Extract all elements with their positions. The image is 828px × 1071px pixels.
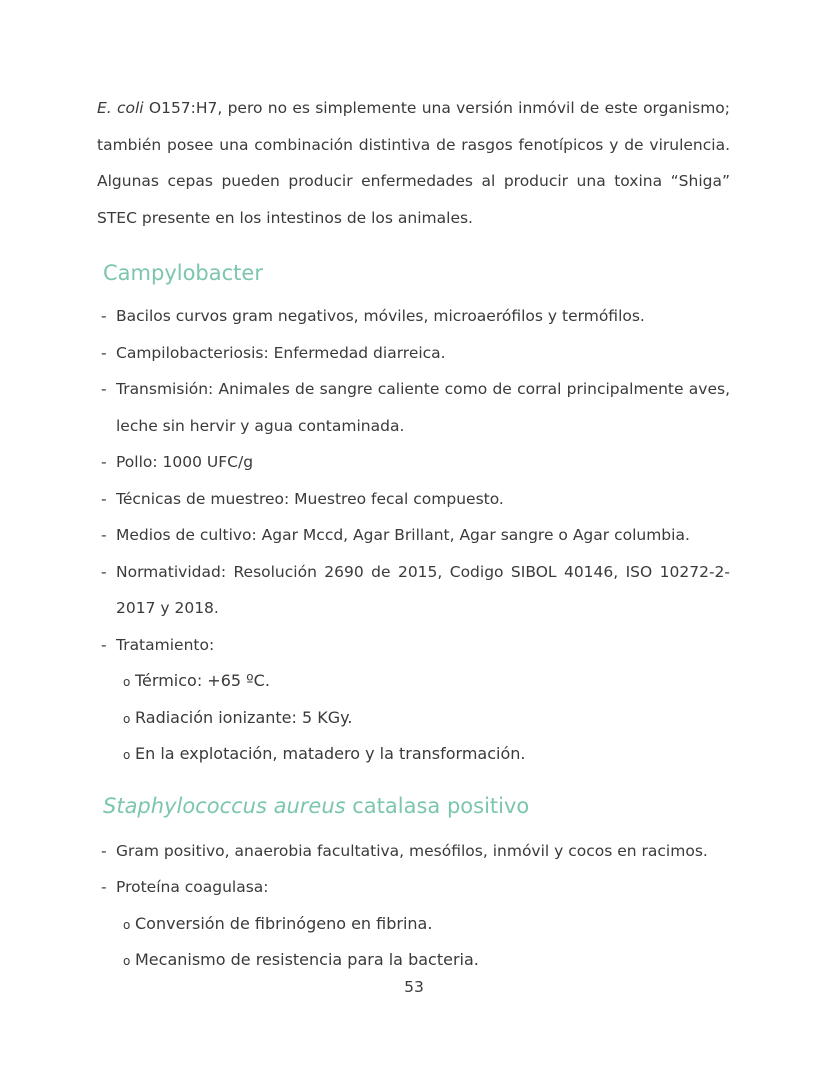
list-item [97,298,730,335]
section-heading-staphylococcus [97,786,730,826]
list-item-text: Pollo: 1000 UFC/g [116,453,254,471]
dash-bullet: - [101,635,107,654]
list-item [97,444,730,481]
intro-paragraph [97,90,730,236]
list-item [97,481,730,518]
list-item [97,869,730,906]
intro-organism-name: E. coli [97,99,144,117]
sub-list-item [97,736,730,773]
list-item [97,517,730,554]
list-item [97,554,730,627]
sub-list-item-text: Térmico: +65 ºC. [135,671,270,690]
circle-bullet: o [123,917,131,932]
list-item [97,627,730,664]
sub-list-item [97,663,730,700]
treatment-sublist [97,663,730,773]
list-item-text: Normatividad: Resolución 2690 de 2015, Codigo SIBOL 40146, ISO 10272-2-2017 y 2018. [116,562,730,617]
section-heading-rest: catalasa positivo [345,793,530,818]
list-item-text: Transmisión: Animales de sangre caliente como de corral principalmente aves, leche sin hervir y agua contaminada. [116,380,730,435]
section-heading-italic: Staphylococcus aureus [103,793,346,818]
dash-bullet: - [101,307,107,325]
list-item-text: Proteína coagulasa: [116,878,269,896]
list-item-text: Gram positivo, anaerobia facultativa, mesófilos, inmóvil y cocos en racimos. [116,841,708,860]
dash-bullet: - [101,878,107,896]
list-item-text: Medios de cultivo: Agar Mccd, Agar Brillant, Agar sangre o Agar columbia. [116,526,690,544]
list-item [97,371,730,444]
sub-list-item-text: Radiación ionizante: 5 KGy. [135,707,353,727]
document-page [97,90,730,979]
staphylococcus-list [97,833,730,906]
dash-bullet: - [101,380,107,398]
dash-bullet: - [101,489,107,508]
sub-list-item-text: Conversión de fibrinógeno en fibrina. [135,913,433,933]
list-item [97,335,730,372]
coagulase-sublist [97,906,730,979]
list-item-text: Campilobacteriosis: Enfermedad diarreica. [116,343,446,362]
circle-bullet: o [123,711,131,726]
sub-list-item-text: En la explotación, matadero y la transformación. [135,744,526,763]
list-item [97,833,730,870]
list-item-text: Tratamiento: [116,635,215,654]
intro-text: O157:H7, pero no es simplemente una versión inmóvil de este organismo; también posee una combinación distintiva de rasgos fenotípicos y de virulencia. Algunas cepas pueden producir enfermedades al producir una toxina “Shiga” STEC presente en los intestinos de los animales. [97,99,730,227]
page-number: 53 [404,978,424,996]
campylobacter-list [97,298,730,663]
sub-list-item [97,700,730,737]
dash-bullet: - [101,526,107,544]
circle-bullet: o [123,954,131,968]
section-heading-campylobacter: Campylobacter [103,261,263,285]
sub-list-item-text: Mecanismo de resistencia para la bacteria. [135,950,479,969]
dash-bullet: - [101,841,107,860]
dash-bullet: - [101,343,107,362]
sub-list-item [97,906,730,943]
list-item-text: Técnicas de muestreo: Muestreo fecal compuesto. [116,489,504,508]
dash-bullet: - [101,562,107,581]
circle-bullet: o [123,748,131,762]
list-item-text: Bacilos curvos gram negativos, móviles, microaerófilos y termófilos. [116,307,645,325]
circle-bullet: o [123,675,131,689]
dash-bullet: - [101,453,107,471]
